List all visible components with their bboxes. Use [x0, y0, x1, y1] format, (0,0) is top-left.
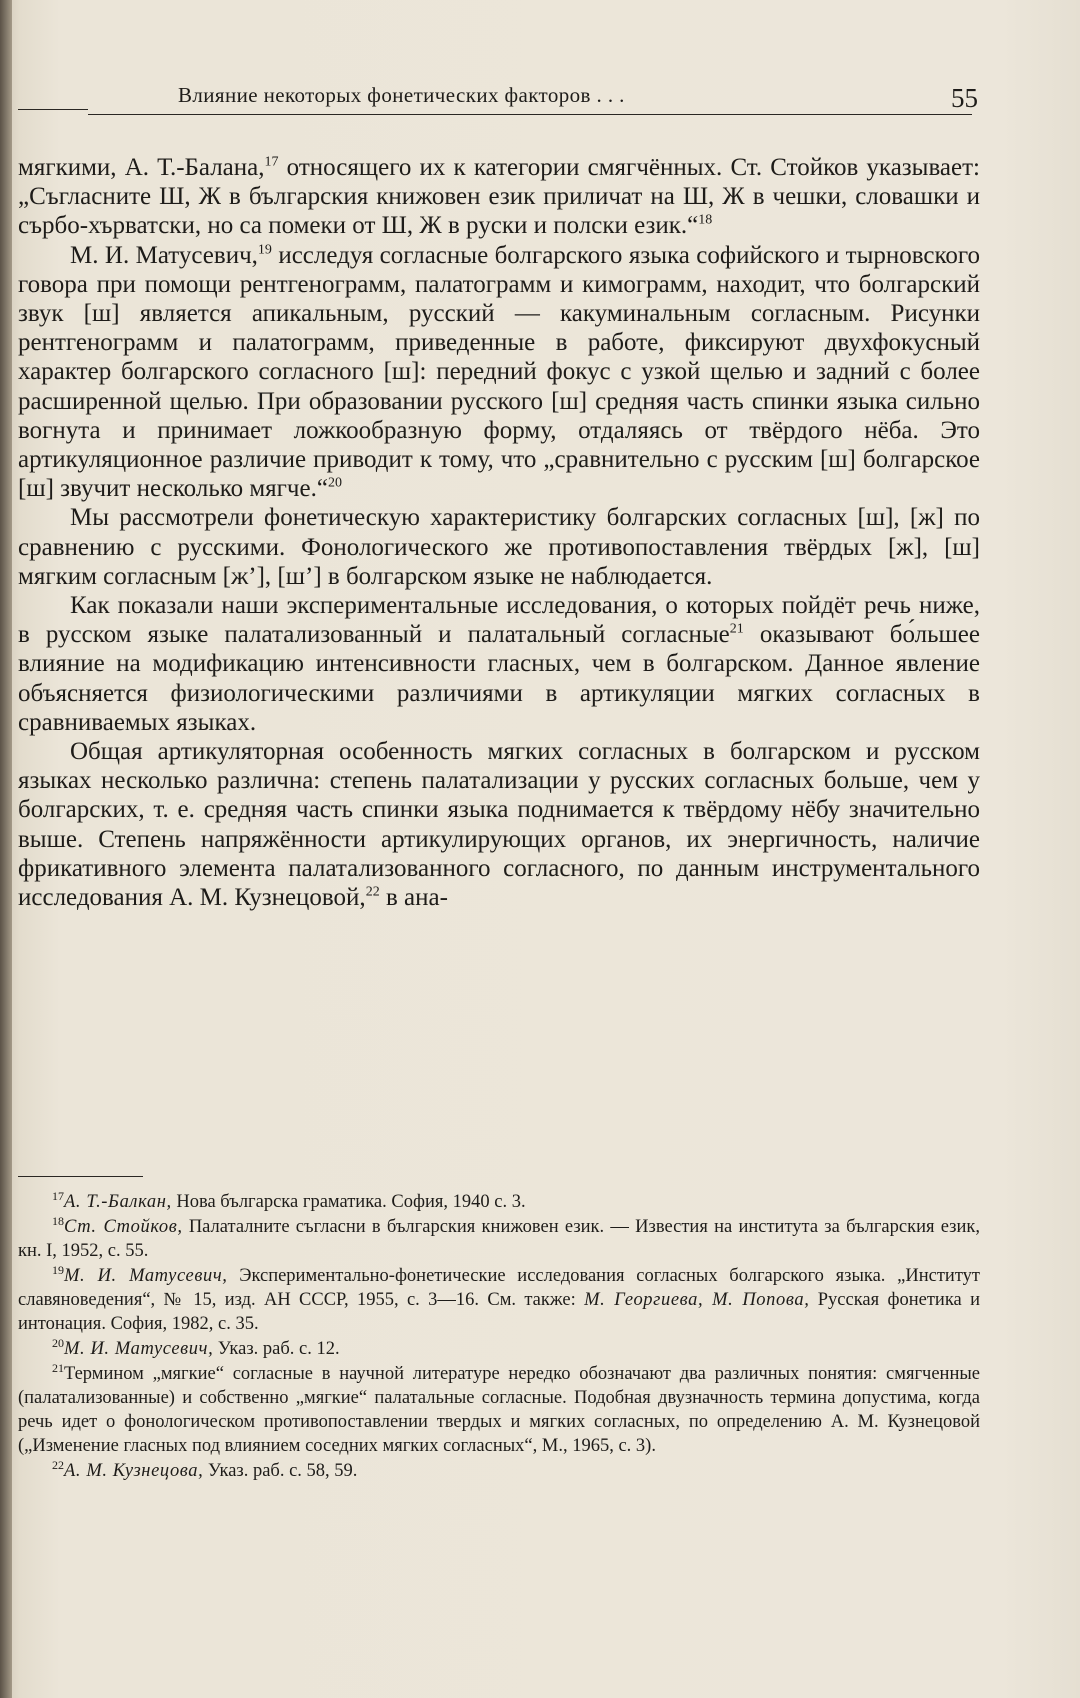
footnote-author: Ст. Стойков,	[64, 1217, 183, 1237]
footnote-18	[18, 1215, 980, 1263]
footnote-text: Термином „мягкие“ согласные в научной литературе нередко обозначают два различных понятия: смягченные (палатализованные) и собственно „мягкие“ палатальные согласные. Подобная двузначность термина допустима, когда речь идет о фонологическом противопоставлении твердых и мягких согласных, по определению А. М. Кузнецовой („Изменение гласных под влиянием соседних мягких согласных“, М., 1965, с. 3).	[18, 1364, 980, 1456]
footnote-ref-21[interactable]: 21	[729, 621, 744, 637]
footnote-author: М. И. Матусевич,	[64, 1339, 214, 1359]
footnote-text: Нова българска граматика. София, 1940 с. 3.	[171, 1192, 526, 1212]
footnotes	[18, 1190, 980, 1484]
paragraph-1-part-b: относящего их к категории смягчённых. Ст. Стойков указывает: „Съгласните Ш, Ж в българския книжовен език приличат на Ш, Ж в чешки, словашки и сърбо-хърватски, но са помеки от Ш, Ж в руски и полски език.“	[18, 154, 980, 240]
footnote-17	[18, 1190, 980, 1214]
footnote-number: 20	[52, 1335, 64, 1350]
footnote-number: 19	[52, 1262, 64, 1277]
footnote-ref-20[interactable]: 20	[327, 475, 342, 491]
footnotes-rule	[18, 1176, 143, 1177]
footnote-author: М. И. Матусевич,	[64, 1266, 228, 1286]
book-spine-shadow	[0, 0, 12, 1698]
running-title: Влияние некоторых фонетических факторов . . .	[178, 83, 625, 107]
running-head	[18, 78, 978, 126]
header-rule-left	[18, 109, 88, 110]
paragraph-5-part-a: Общая артикуляторная особенность мягких согласных в болгарском и русском языках несколько различна: степень палатализации у русских согласных больше, чем у болгарских, т. е. средняя часть спинки языка поднимается к твёрдому нёбу значительно выше. Степень напряжённости артикулирующих органов, их энергичность, наличие фрикативного элемента палатализованного согласного, по данным инструментального исследования А. М. Кузнецовой,	[18, 738, 980, 912]
paragraph-5-part-b: в ана-	[379, 884, 448, 912]
footnote-19	[18, 1264, 980, 1336]
footnote-ref-18[interactable]: 18	[698, 213, 713, 229]
paragraph-2-part-a: М. И. Матусевич,	[70, 241, 258, 269]
footnote-ref-19[interactable]: 19	[257, 242, 272, 258]
footnote-author-2: М. Георгиева, М. Попова,	[584, 1290, 810, 1310]
footnote-text: Указ. раб. с. 12.	[213, 1339, 340, 1359]
paragraph-5	[18, 737, 980, 912]
footnote-number: 18	[52, 1213, 64, 1228]
footnote-ref-17[interactable]: 17	[264, 154, 279, 170]
footnote-ref-22[interactable]: 22	[365, 884, 380, 900]
paragraph-2	[18, 241, 980, 504]
footnote-21	[18, 1362, 980, 1458]
footnote-number: 21	[52, 1360, 64, 1375]
header-rule-right	[88, 114, 972, 115]
paragraph-1	[18, 153, 980, 241]
paragraph-3: Мы рассмотрели фонетическую характеристику болгарских согласных [ш], [ж] по сравнению с русскими. Фонологического же противопоставления твёрдых [ж], [ш] мягким согласным [ж’], [ш’] в болгарском языке не наблюдается.	[18, 504, 980, 590]
footnote-text: Экспериментально-фонетические исследования согласных болгарского языка. „Институт славяноведения“, № 15, изд. АН СССР, 1955, с. 3—16. См. также:	[18, 1266, 980, 1310]
paragraph-4-part-a: Как показали наши экспериментальные исследования, о которых пойдёт речь ниже, в русском языке палатализованный и палатальный согласные	[18, 592, 980, 649]
paragraph-2-part-b: исследуя согласные болгарского языка софийского и тырновского говора при помощи рентгенограмм, палатограмм и кимограмм, находит, что болгарский звук [ш] является апикальным, русский — какуминальным согласным. Рисунки рентгенограмм и палатограмм, приведенные в работе, фиксируют двухфокусный характер болгарского согласного [ш]: передний фокус с узкой щелью и задний с более расширенной щелью. При образовании русского [ш] средняя часть спинки языка сильно вогнута и принимает ложкообразную форму, отдаляясь от твёрдого нёба. Это артикуляционное различие приводит к тому, что „сравнительно с русским [ш] болгарское [ш] звучит несколько мягче.“	[18, 241, 981, 503]
paragraph-4	[18, 591, 980, 737]
footnote-22	[18, 1459, 980, 1483]
paragraph-4-part-b: оказывают бо́льшее влияние на модификацию интенсивности гласных, чем в болгарском. Данное явление объясняется физиологическими различиями в артикуляции мягких согласных в сравниваемых языках.	[18, 621, 980, 736]
footnote-author: А. Т.-Балкан,	[64, 1192, 172, 1212]
footnote-number: 17	[52, 1188, 64, 1203]
footnote-number: 22	[52, 1457, 64, 1472]
footnote-text-2: Русская фонетика и интонация. София, 1982, с. 35.	[18, 1290, 980, 1334]
footnote-text: Указ. раб. с. 58, 59.	[203, 1461, 358, 1481]
footnote-20	[18, 1337, 980, 1361]
paragraph-1-part-a: мягкими, А. Т.-Балана,	[18, 154, 265, 181]
main-text	[18, 153, 980, 912]
footnote-text: Палаталните съгласни в българския книжовен език. — Известия на института за българския език, кн. I, 1952, с. 55.	[18, 1217, 980, 1261]
footnote-author: А. М. Кузнецова,	[64, 1461, 204, 1481]
page-number: 55	[951, 83, 978, 113]
